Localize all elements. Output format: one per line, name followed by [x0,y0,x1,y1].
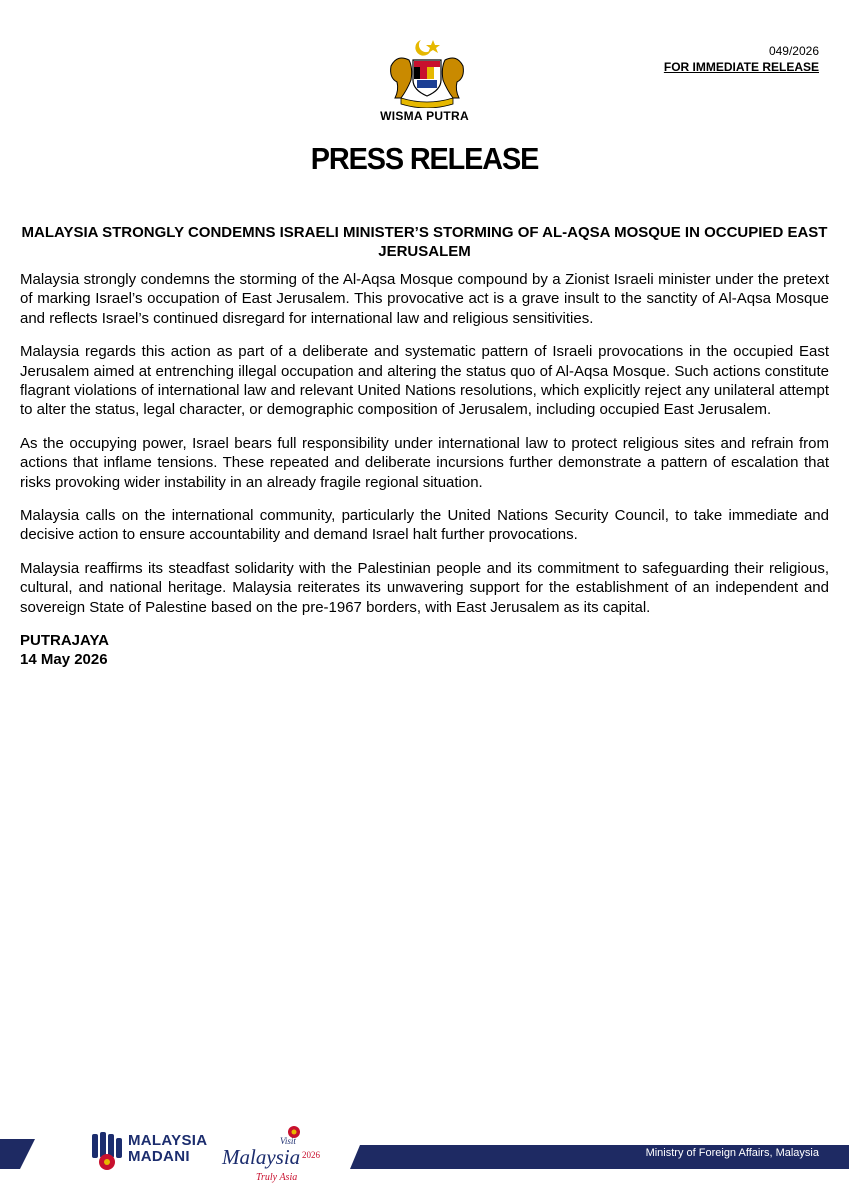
document-type-title: PRESS RELEASE [310,141,539,176]
paragraph: Malaysia regards this action as part of a deliberate and systematic pattern of Israeli provocations in the occupied East Jerusalem aimed at entrenching illegal occupation and altering the status quo of Al-Aqsa Mosque. Such actions constitute flagrant violations of international law and relevant United Nations resolutions, which explicitly reject any unilateral attempt to alter the status, legal character, or demographic composition of Jerusalem, including occupied East Jerusalem. [20,343,829,419]
paragraph: Malaysia strongly condemns the storming of the Al-Aqsa Mosque compound by a Zionist Israeli minister under the pretext of marking Israel’s occupation of East Jerusalem. This provocative act is a grave insult to the sanctity of Al-Aqsa Mosque and reflects Israel’s continued disregard for international law and religious sensitivities. [20,271,829,327]
madani-logo-text: MALAYSIA MADANI [128,1132,208,1165]
signature-block [20,631,829,669]
press-release-body [20,223,829,669]
paragraph: Malaysia calls on the international community, particularly the United Nations Security Council, to take immediate and decisive action to ensure accountability and demand Israel halt further provocations. [20,507,829,544]
release-type-label: FOR IMMEDIATE RELEASE [663,60,819,74]
paragraph: Malaysia reaffirms its steadfast solidarity with the Palestinian people and its commitment to safeguarding their religious, cultural, and national heritage. Malaysia reiterates its unwavering support for the establishment of an independent and sovereign State of Palestine based on the pre-1967 borders, with East Jerusalem as its capital. [20,559,829,616]
visit-malaysia-logo-icon [218,1120,328,1190]
year-text: 2026 [302,1150,320,1160]
reference-block [664,43,819,75]
headline: MALAYSIA STRONGLY CONDEMNS ISRAELI MINISTER’S STORMING OF AL-AQSA MOSQUE IN OCCUPIED EAST JERUSALEM [21,224,828,260]
paragraph: As the occupying power, Israel bears full responsibility under international law to protect religious sites and refrain from actions that inflame tensions. These repeated and deliberate incursions further demonstrate a pattern of escalation that risks provoking wider instability in an already fragile regional situation. [20,434,829,491]
visit-text: Visit [280,1136,296,1146]
date-label: 14 May 2026 [20,651,108,669]
ministry-label: WISMA PUTRA [380,109,469,123]
truly-asia-text: Truly Asia [256,1172,298,1183]
reference-number: 049/2026 [768,44,819,58]
malaysia-coat-of-arms-icon [383,36,471,108]
ministry-name: Ministry of Foreign Affairs, Malaysia [645,1147,819,1159]
place-label: PUTRAJAYA [20,632,109,650]
malaysia-text: Malaysia [222,1145,301,1169]
